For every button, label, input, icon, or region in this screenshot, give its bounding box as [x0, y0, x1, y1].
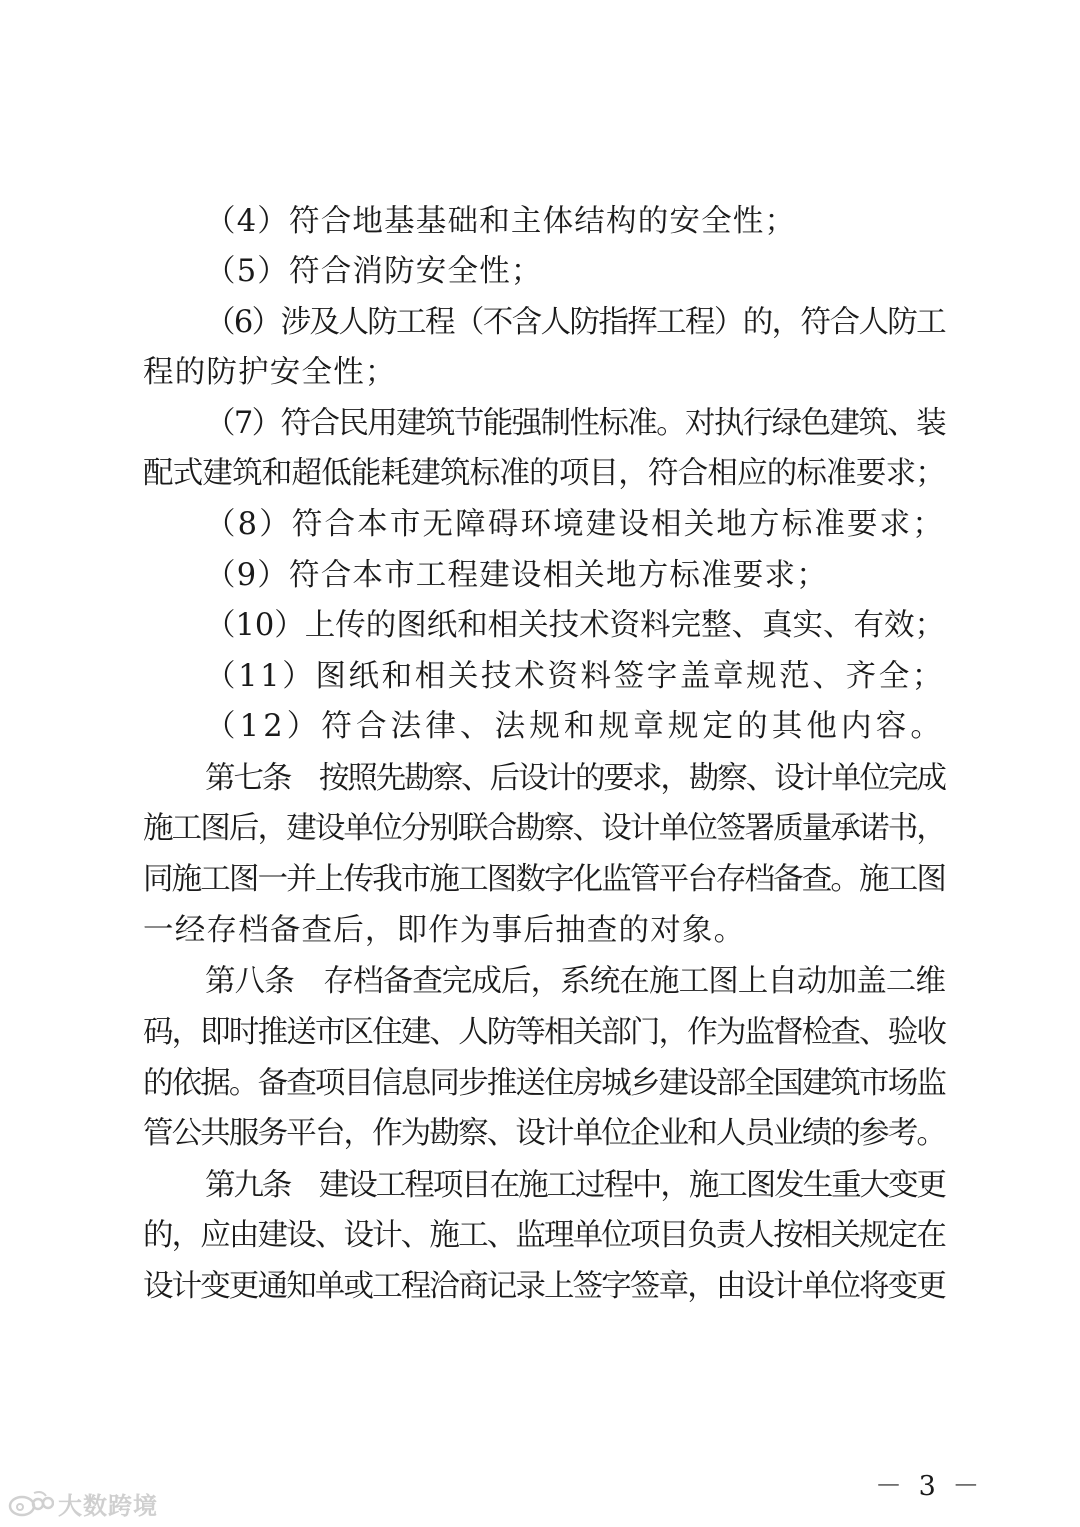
article-9-heading: 第九条 建设工程项目在施工过程中，施工图发生重大变更 — [205, 1168, 945, 1203]
text-line: （6）涉及人防工程（不含人防指挥工程）的，符合人防工 — [205, 305, 945, 340]
article-8-heading: 第八条 存档备查完成后，系统在施工图上自动加盖二维 — [205, 964, 945, 999]
text-line: 管公共服务平台，作为勘察、设计单位企业和人员业绩的参考。 — [143, 1116, 945, 1151]
page-number: － 3 － — [875, 1471, 984, 1502]
text-line: （10）上传的图纸和相关技术资料完整、真实、有效； — [205, 608, 945, 643]
text-line: 配式建筑和超低能耗建筑标准的项目，符合相应的标准要求； — [143, 456, 945, 491]
text-line: 的依据。备查项目信息同步推送住房城乡建设部全国建筑市场监 — [143, 1066, 945, 1101]
text-line: （9）符合本市工程建设相关地方标准要求； — [205, 558, 828, 593]
weibo-logo-icon — [8, 1488, 54, 1518]
text-line: 一经存档备查后，即作为事后抽查的对象。 — [143, 913, 746, 948]
text-line: 施工图后，建设单位分别联合勘察、设计单位签署质量承诺书， — [143, 811, 945, 846]
article-7-heading: 第七条 按照先勘察、后设计的要求，勘察、设计单位完成 — [205, 761, 945, 796]
text-line: （4）符合地基基础和主体结构的安全性； — [205, 204, 797, 239]
text-line: 同施工图一并上传我市施工图数字化监管平台存档备查。施工图 — [143, 862, 945, 897]
text-line: 码，即时推送市区住建、人防等相关部门，作为监督检查、验收 — [143, 1015, 945, 1050]
text-line: （12）符合法律、法规和规章规定的其他内容。 — [205, 709, 945, 744]
text-line: 设计变更通知单或工程洽商记录上签字签章，由设计单位将变更 — [143, 1269, 945, 1304]
text-line: （7）符合民用建筑节能强制性标准。对执行绿色建筑、装 — [205, 406, 945, 441]
text-line: （11）图纸和相关技术资料签字盖章规范、齐全； — [205, 659, 945, 694]
text-line: （5）符合消防安全性； — [205, 254, 543, 289]
watermark-text: 大数跨境 — [58, 1491, 158, 1520]
text-line: 程的防护安全性； — [143, 355, 397, 390]
text-line: 的，应由建设、设计、施工、监理单位项目负责人按相关规定在 — [143, 1218, 945, 1253]
watermark — [8, 1487, 158, 1519]
text-line: （8）符合本市无障碍环境建设相关地方标准要求； — [205, 507, 945, 542]
